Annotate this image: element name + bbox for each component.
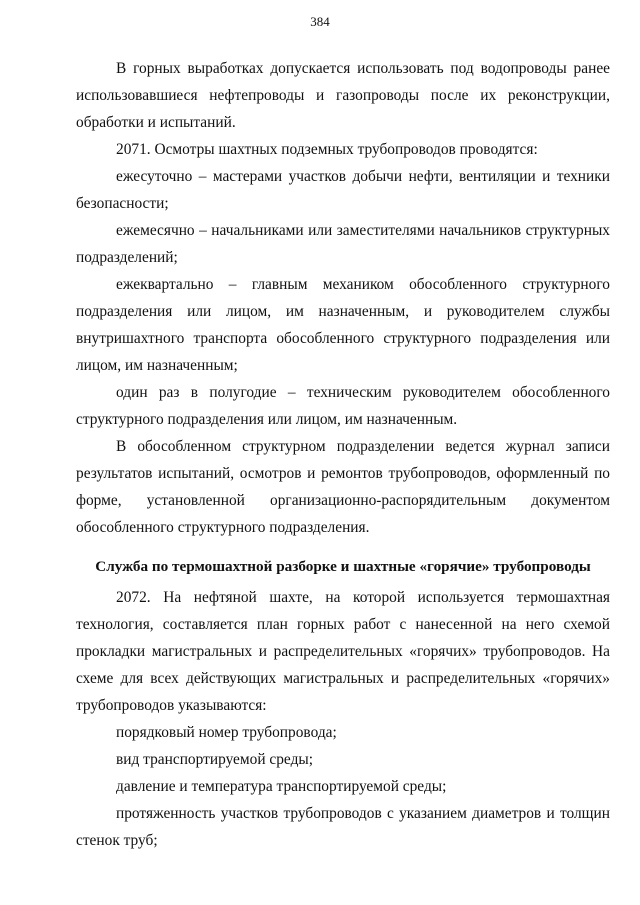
- paragraph-quarterly: ежеквартально – главным механиком обособленного структурного подразделения или лицом, им назначенным, и руководителем службы внутришахтного транспорта обособленного структурного подразделения или лицом, им назначенным;: [76, 276, 610, 374]
- text-block-hot-pipes: [76, 584, 610, 854]
- list-item-pressure-temperature: давление и температура транспортируемой среды;: [116, 778, 447, 795]
- list-item-pipe-number: порядковый номер трубопровода;: [116, 724, 337, 741]
- paragraph-2071: 2071. Осмотры шахтных подземных трубопроводов проводятся:: [116, 141, 538, 158]
- list-item-section-length: протяженность участков трубопроводов с указанием диаметров и толщин стенок труб;: [76, 805, 610, 849]
- paragraph-journal: В обособленном структурном подразделении ведется журнал записи результатов испытаний, осмотров и ремонтов трубопроводов, оформленный по форме, установленной организационно-распорядительным документом обособленного структурного подразделения.: [76, 438, 610, 536]
- text-block-inspections: [76, 55, 610, 541]
- paragraph-monthly: ежемесячно – начальниками или заместителями начальников структурных подразделений;: [76, 222, 610, 266]
- page-number: 384: [310, 14, 330, 29]
- section-heading-block: [76, 553, 610, 580]
- paragraph-water-pipes: В горных выработках допускается использовать под водопроводы ранее использовавшиеся нефтепроводы и газопроводы после их реконструкции, обработки и испытаний.: [76, 60, 610, 131]
- paragraph-semiannual: один раз в полугодие – техническим руководителем обособленного структурного подразделения или лицом, им назначенным.: [76, 384, 610, 428]
- list-item-medium-type: вид транспортируемой среды;: [116, 751, 314, 768]
- paragraph-2072: 2072. На нефтяной шахте, на которой используется термошахтная технология, составляется план горных работ с нанесенной на него схемой прокладки магистральных и распределительных «горячих» трубопроводов. На схеме для всех действующих магистральных и распределительных «горячих» трубопроводов указываются:: [76, 589, 610, 714]
- section-heading: Служба по термошахтной разборке и шахтные «горячие» трубопроводы: [95, 558, 591, 575]
- paragraph-daily: ежесуточно – мастерами участков добычи нефти, вентиляции и техники безопасности;: [76, 168, 610, 212]
